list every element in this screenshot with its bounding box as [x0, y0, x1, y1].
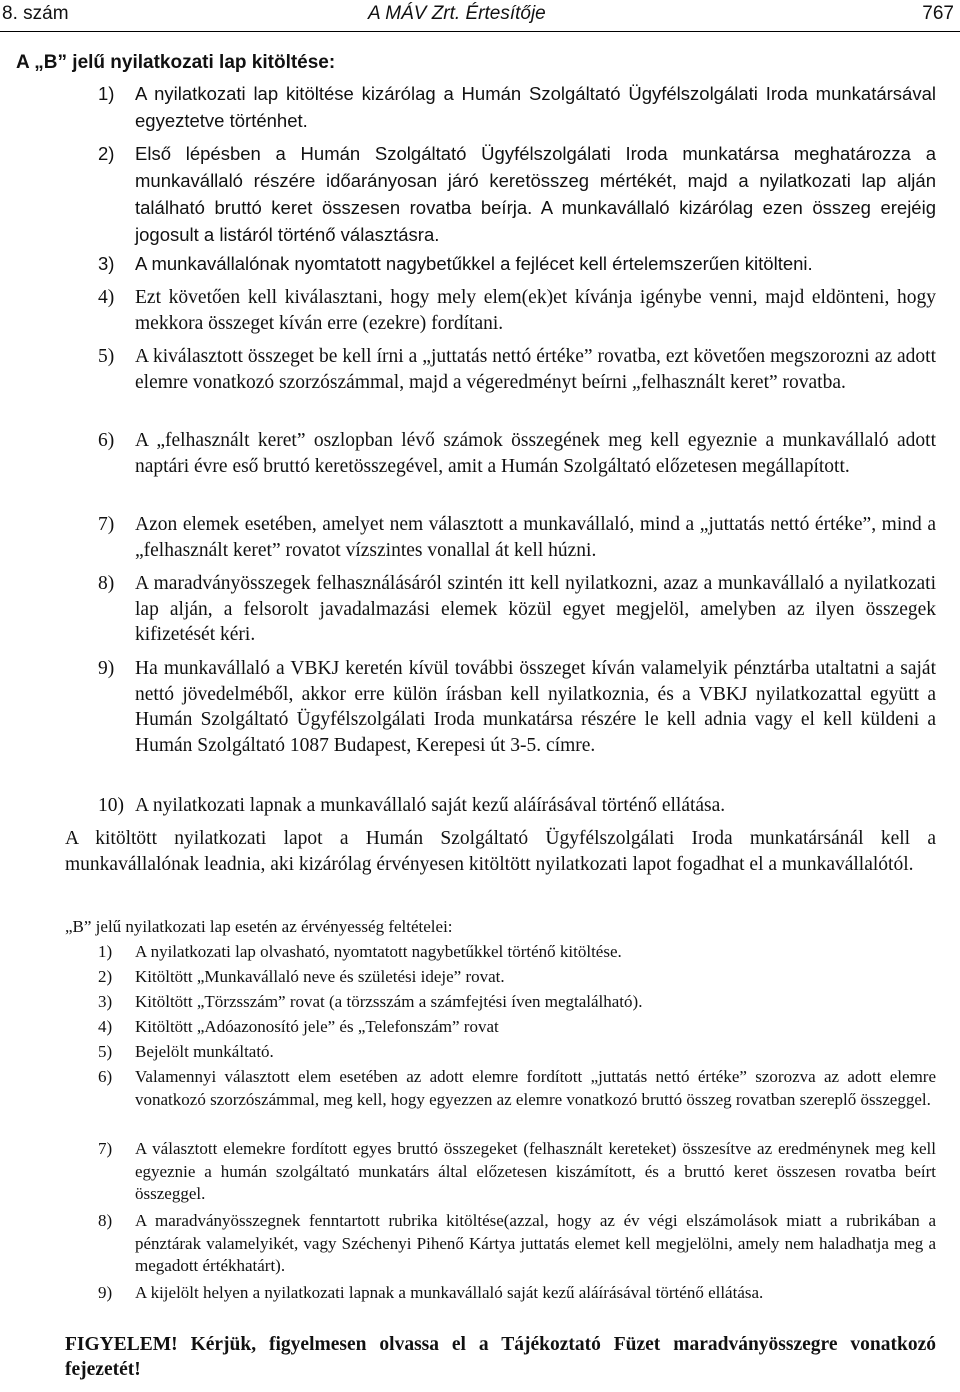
fill-step-number: 1) — [98, 83, 115, 104]
section-title: A „B” jelű nyilatkozati lap kitöltése: — [16, 52, 336, 73]
fill-step-text: A nyilatkozati lapnak a munkavállaló saját kezű aláírásával történő ellátása. — [135, 795, 726, 816]
fill-step-number: 4) — [98, 287, 115, 308]
fill-step-8 — [98, 571, 936, 648]
header-rule — [0, 31, 960, 32]
fill-step-number: 7) — [98, 514, 115, 535]
validity-condition-number: 2) — [98, 967, 113, 986]
fill-step-number: 6) — [98, 430, 115, 451]
fill-step-3 — [98, 250, 936, 277]
fill-step-text: Ha munkavállaló a VBKJ keretén kívül további összeget kíván valamelyik pénztárba utaltatni a saját nettó jövedelméből, akkor erre külön írásban kell nyilatkoznia, és a VBKJ nyilatkozattal együtt a Humán Szolgáltató Ügyfélszolgálati Iroda munkatársa részére le kell adnia vagy el kell küldeni a Humán Szolgáltató 1087 Budapest, Kerepesi út 3-5. címre. — [135, 658, 936, 757]
validity-condition-text: A nyilatkozati lap olvasható, nyomtatott nagybetűkkel történő kitöltése. — [135, 942, 622, 961]
fill-step-4 — [98, 285, 936, 336]
validity-condition-text: A választott elemekre fordított egyes bruttó összegeket (felhasznált kereteket) összesítve az eredménynek meg kell egyeznie a humán szolgáltató munkatárs által előzetesen kiszámított, és a bruttó keret összesen rovatba beírt összeggel. — [135, 1139, 936, 1203]
fill-step-number: 10) — [98, 795, 124, 816]
fill-step-text: Azon elemek esetében, amelyet nem választott a munkavállaló, mind a „juttatás nettó értéke”, mind a „felhasznált keret” rovatot vízszintes vonallal át kell húzni. — [135, 514, 936, 561]
warning-note: FIGYELEM! Kérjük, figyelmesen olvassa el a Tájékoztató Füzet maradványösszegre vonatkozó fejezetét! — [65, 1334, 936, 1380]
fill-step-number: 9) — [98, 658, 115, 679]
fill-step-2 — [98, 140, 936, 248]
fill-step-text: A kiválasztott összeget be kell írni a „juttatás nettó értéke” rovatba, ezt követően megszorozni az adott elemre vonatkozó szorzószámmal, majd a végeredményt beírni „felhasznált keret” rovatba. — [135, 346, 936, 393]
validity-condition-text: Kitöltött „Törzsszám” rovat (a törzsszám a számfejtési íven megtalálható). — [135, 992, 643, 1011]
fill-step-number: 3) — [98, 253, 115, 274]
validity-condition-text: Bejelölt munkáltató. — [135, 1042, 274, 1061]
fill-step-text: Ezt követően kell kiválasztani, hogy mely elem(ek)et kívánja igénybe venni, majd eldönteni, hogy mekkora összeget kíván erre (ezekre) fordítani. — [135, 287, 936, 334]
validity-condition-number: 8) — [98, 1211, 113, 1230]
issue-number: 8. szám — [2, 3, 69, 24]
validity-condition-number: 7) — [98, 1139, 113, 1158]
validity-condition-number: 9) — [98, 1283, 113, 1302]
validity-condition-4 — [98, 1016, 936, 1039]
validity-condition-6 — [98, 1066, 936, 1111]
fill-step-10 — [98, 793, 936, 819]
fill-step-6 — [98, 428, 936, 479]
validity-condition-number: 4) — [98, 1017, 113, 1036]
fill-step-text: A „felhasznált keret” oszlopban lévő számok összegének meg kell egyeznie a munkavállaló adott naptári évre eső bruttó keretösszegével, amit a Humán Szolgáltató előzetesen megállapított. — [135, 430, 936, 477]
validity-condition-9 — [98, 1282, 936, 1305]
fill-step-text: A munkavállalónak nyomtatott nagybetűkkel a fejlécet kell értelemszerűen kitölteni. — [135, 253, 813, 274]
validity-condition-text: A maradványösszegnek fenntartott rubrika kitöltése(azzal, hogy az év végi elszámolások miatt a rubrikában a pénztárak valamelyikét, vagy Széchenyi Pihenő Kártya juttatás elemet kell megjelölni, amely nem haladhatja meg a megadott értékhatárt). — [135, 1211, 936, 1275]
fill-step-number: 2) — [98, 143, 115, 164]
publication-title: A MÁV Zrt. Értesítője — [368, 3, 546, 24]
validity-condition-text: A kijelölt helyen a nyilatkozati lapnak a munkavállaló saját kezű aláírásával történő ellátása. — [135, 1283, 764, 1302]
validity-condition-number: 1) — [98, 942, 113, 961]
validity-condition-text: Kitöltött „Adóazonosító jele” és „Telefonszám” rovat — [135, 1017, 499, 1036]
validity-condition-text: Valamennyi választott elem esetében az adott elemre fordított „juttatás nettó értéke” szorozva az adott elemre vonatkozó szorzószámmal, meg kell, hogy egyezzen az elemre vonatkozó bruttó összeg rovatban szereplő összeggel. — [135, 1067, 936, 1109]
validity-condition-number: 3) — [98, 992, 113, 1011]
validity-condition-7 — [98, 1138, 936, 1206]
fill-step-1 — [98, 80, 936, 134]
fill-step-text: Első lépésben a Humán Szolgáltató Ügyfélszolgálati Iroda munkatársa meghatározza a munkavállaló részére időarányosan járó keretösszeg mértékét, majd a nyilatkozati lap alján található bruttó keret összesen rovatba beírja. A munkavállaló kizárólag ezen összeg erejéig jogosult a listáról történő választásra. — [135, 143, 936, 245]
validity-condition-5 — [98, 1041, 936, 1064]
fill-step-9 — [98, 656, 936, 759]
fill-step-number: 5) — [98, 346, 115, 367]
page-header — [2, 3, 956, 27]
validity-condition-text: Kitöltött „Munkavállaló neve és születési ideje” rovat. — [135, 967, 505, 986]
fill-step-text: A nyilatkozati lap kitöltése kizárólag a Humán Szolgáltató Ügyfélszolgálati Iroda munkatársával egyeztetve történhet. — [135, 83, 936, 131]
validity-title: „B” jelű nyilatkozati lap esetén az érvényesség feltételei: — [65, 917, 453, 936]
fill-step-text: A maradványösszegek felhasználásáról szintén itt kell nyilatkozni, azaz a munkavállaló a nyilatkozati lap alján, a felsorolt javadalmazási elemek közül egyet megjelöl, amelyben az ilyen összegek kifizetését kéri. — [135, 573, 936, 646]
closing-paragraph: A kitöltött nyilatkozati lapot a Humán Szolgáltató Ügyfélszolgálati Iroda munkatársánál kell a munkavállalónak leadnia, aki kizárólag érvényesen kitöltött nyilatkozati lapot fogadhat el a munkavállalótól. — [65, 828, 936, 875]
validity-condition-2 — [98, 966, 936, 989]
fill-step-5 — [98, 344, 936, 395]
validity-condition-3 — [98, 991, 936, 1014]
fill-step-7 — [98, 512, 936, 563]
page-number: 767 — [922, 3, 954, 24]
validity-condition-1 — [98, 941, 936, 964]
validity-condition-number: 5) — [98, 1042, 113, 1061]
validity-condition-8 — [98, 1210, 936, 1278]
validity-condition-number: 6) — [98, 1067, 113, 1086]
fill-step-number: 8) — [98, 573, 115, 594]
